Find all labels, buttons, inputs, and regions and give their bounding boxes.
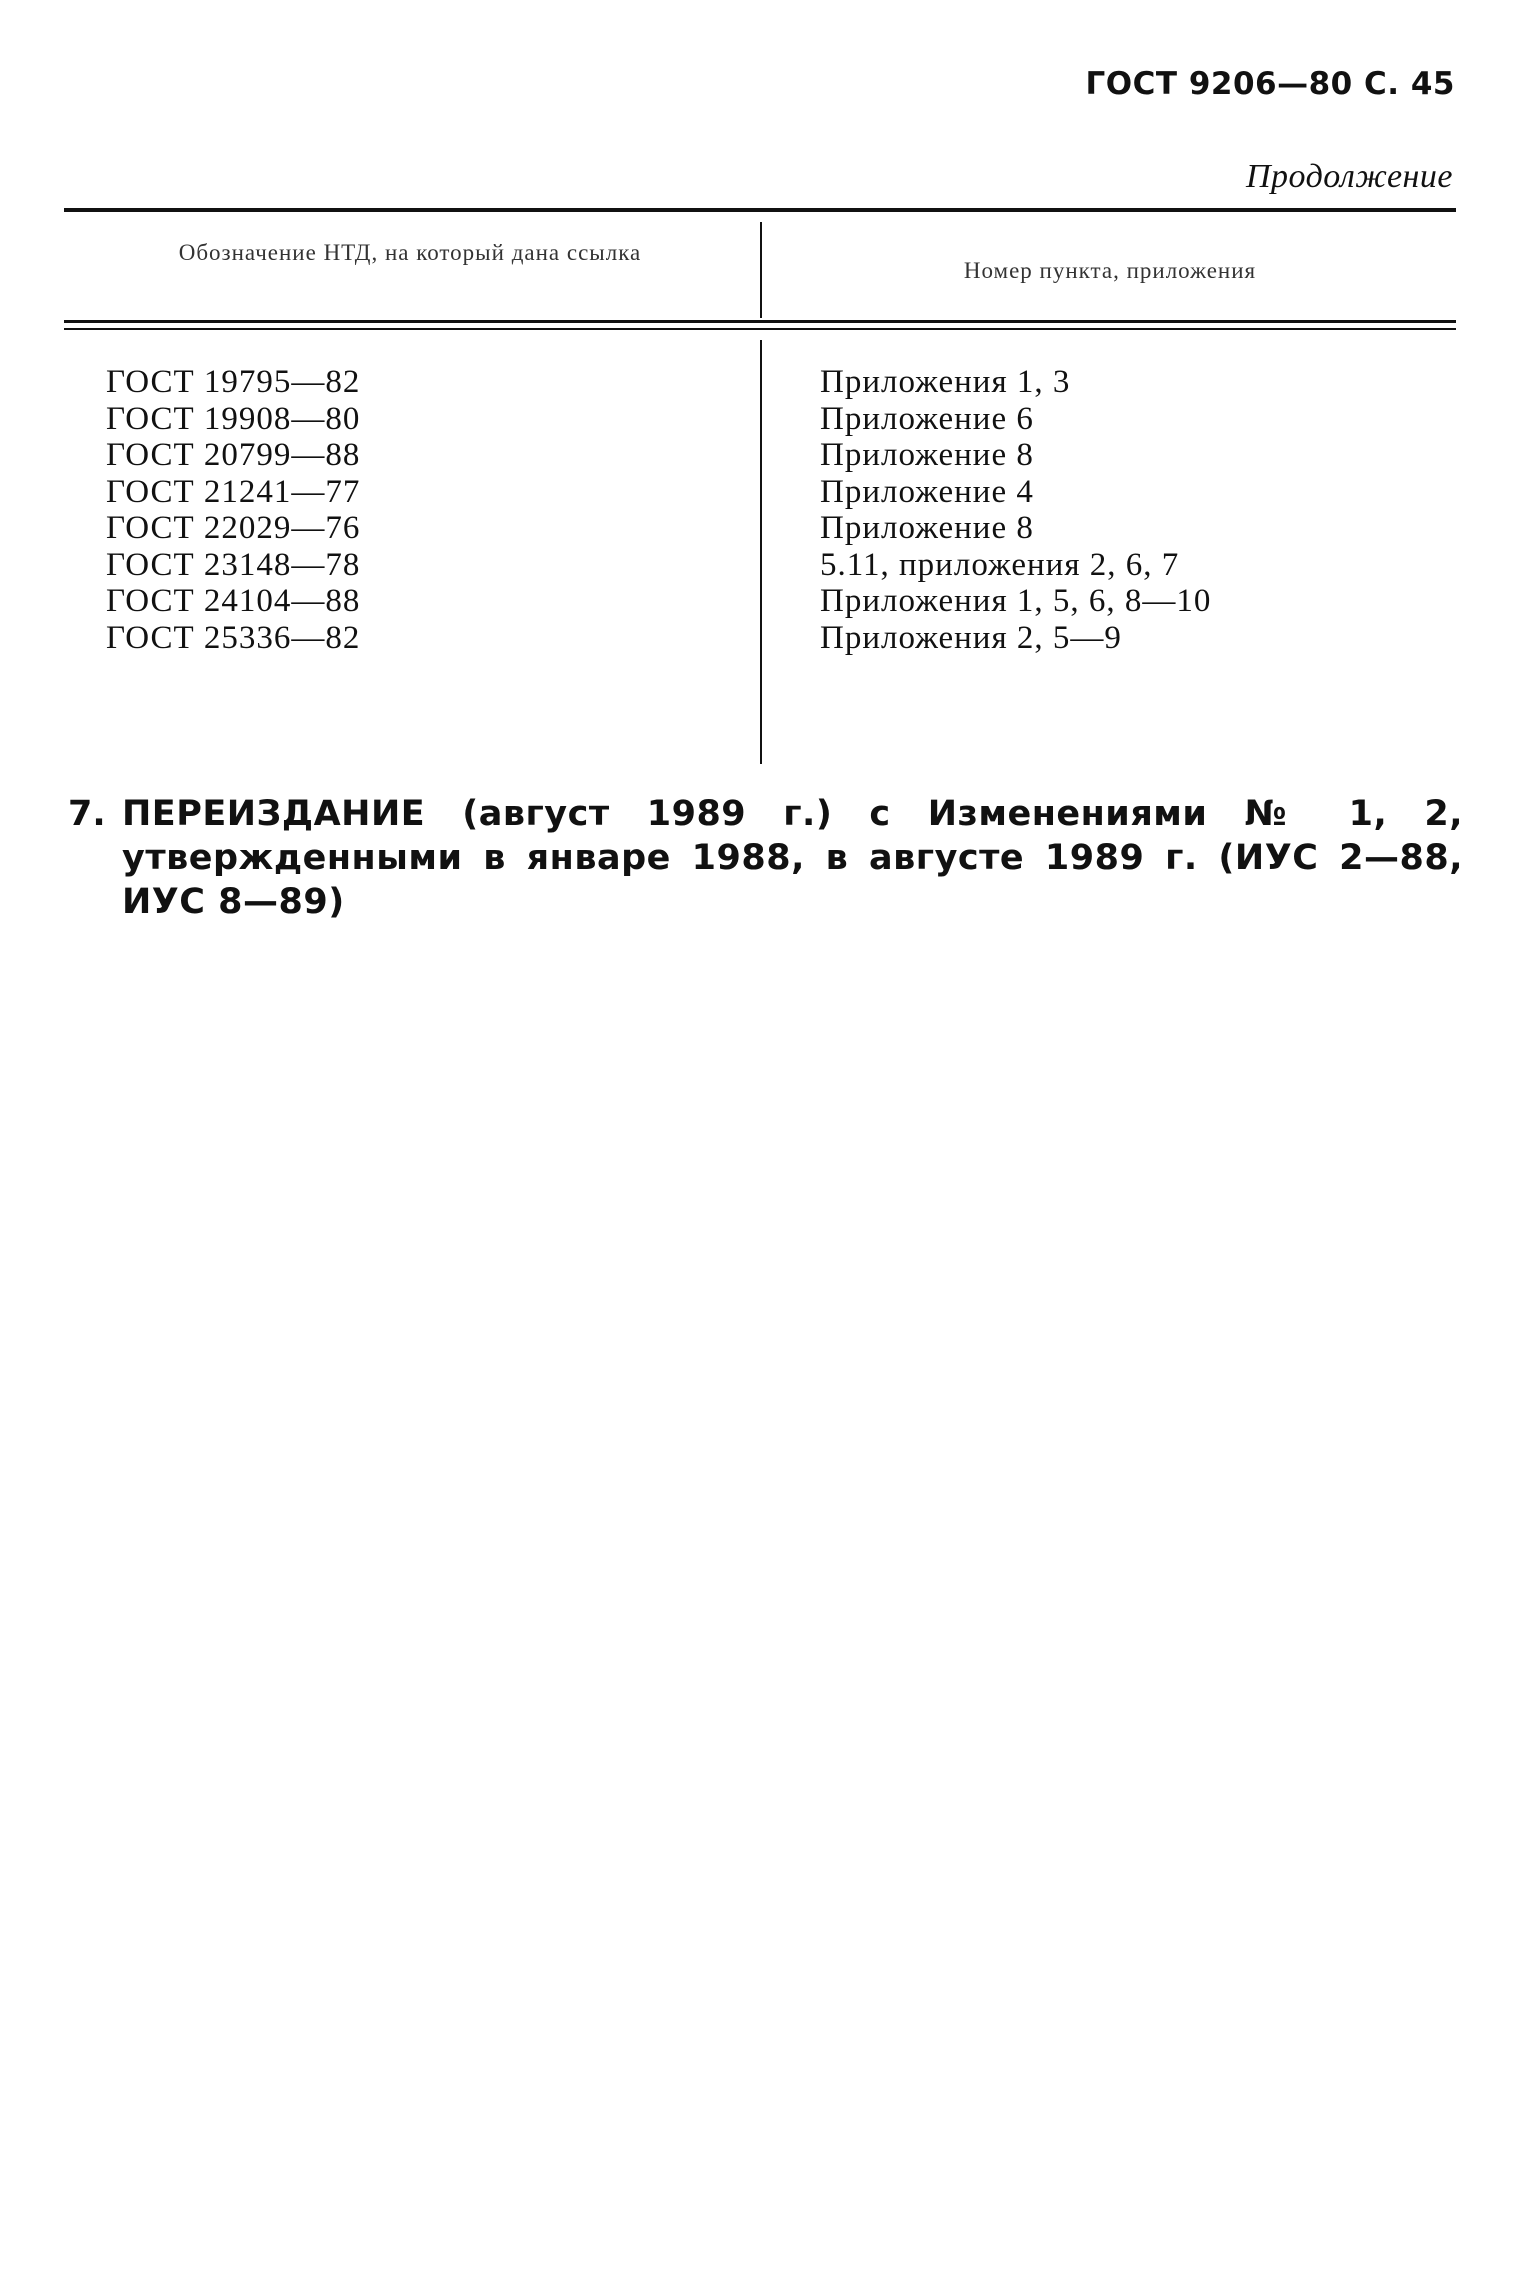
reissue-note [68, 792, 1463, 924]
table-row-doc: ГОСТ 23148—78 [106, 546, 361, 583]
table-row-doc: ГОСТ 25336—82 [106, 619, 361, 656]
table-row-doc: ГОСТ 19908—80 [106, 400, 361, 437]
table-row-ref: Приложение 8 [820, 510, 1034, 546]
table-row-ref: Приложения 1, 3 [820, 364, 1071, 400]
column-header-reference: Номер пункта, приложения [963, 258, 1257, 283]
table-header-rule-secondary [64, 328, 1456, 330]
table-row-doc: ГОСТ 19795—82 [106, 364, 361, 400]
table-row-doc: ГОСТ 21241—77 [106, 473, 361, 510]
column-header-document: Обозначение НТД, на который дана ссылка [178, 240, 642, 265]
table-top-rule [64, 208, 1456, 212]
column-divider-body [760, 340, 762, 764]
table-row-doc: ГОСТ 24104—88 [106, 583, 361, 619]
table-row-ref: 5.11, приложения 2, 6, 7 [820, 546, 1180, 583]
note-text: ПЕРЕИЗДАНИЕ (август 1989 г.) с Изменениями № 1, 2, утвержденными в январе 1988, в августе 1989 г. (ИУС 2—88, ИУС 8—89) [122, 794, 1463, 922]
table-header-rule [64, 320, 1456, 323]
table-row-ref: Приложение 6 [820, 400, 1034, 437]
table-row-ref: Приложение 8 [820, 437, 1034, 473]
reference-column [820, 364, 1211, 656]
document-column [106, 364, 360, 656]
table-row-doc: ГОСТ 20799—88 [106, 437, 361, 473]
table-row-doc: ГОСТ 22029—76 [106, 510, 361, 546]
page-header: ГОСТ 9206—80 С. 45 [1085, 66, 1455, 102]
table-row-ref: Приложения 2, 5—9 [820, 619, 1122, 656]
note-number: 7. [68, 794, 106, 834]
table-row-ref: Приложения 1, 5, 6, 8—10 [820, 583, 1212, 619]
continuation-label: Продолжение [1245, 158, 1453, 195]
table-row-ref: Приложение 4 [820, 473, 1034, 510]
column-divider-header [760, 222, 762, 318]
